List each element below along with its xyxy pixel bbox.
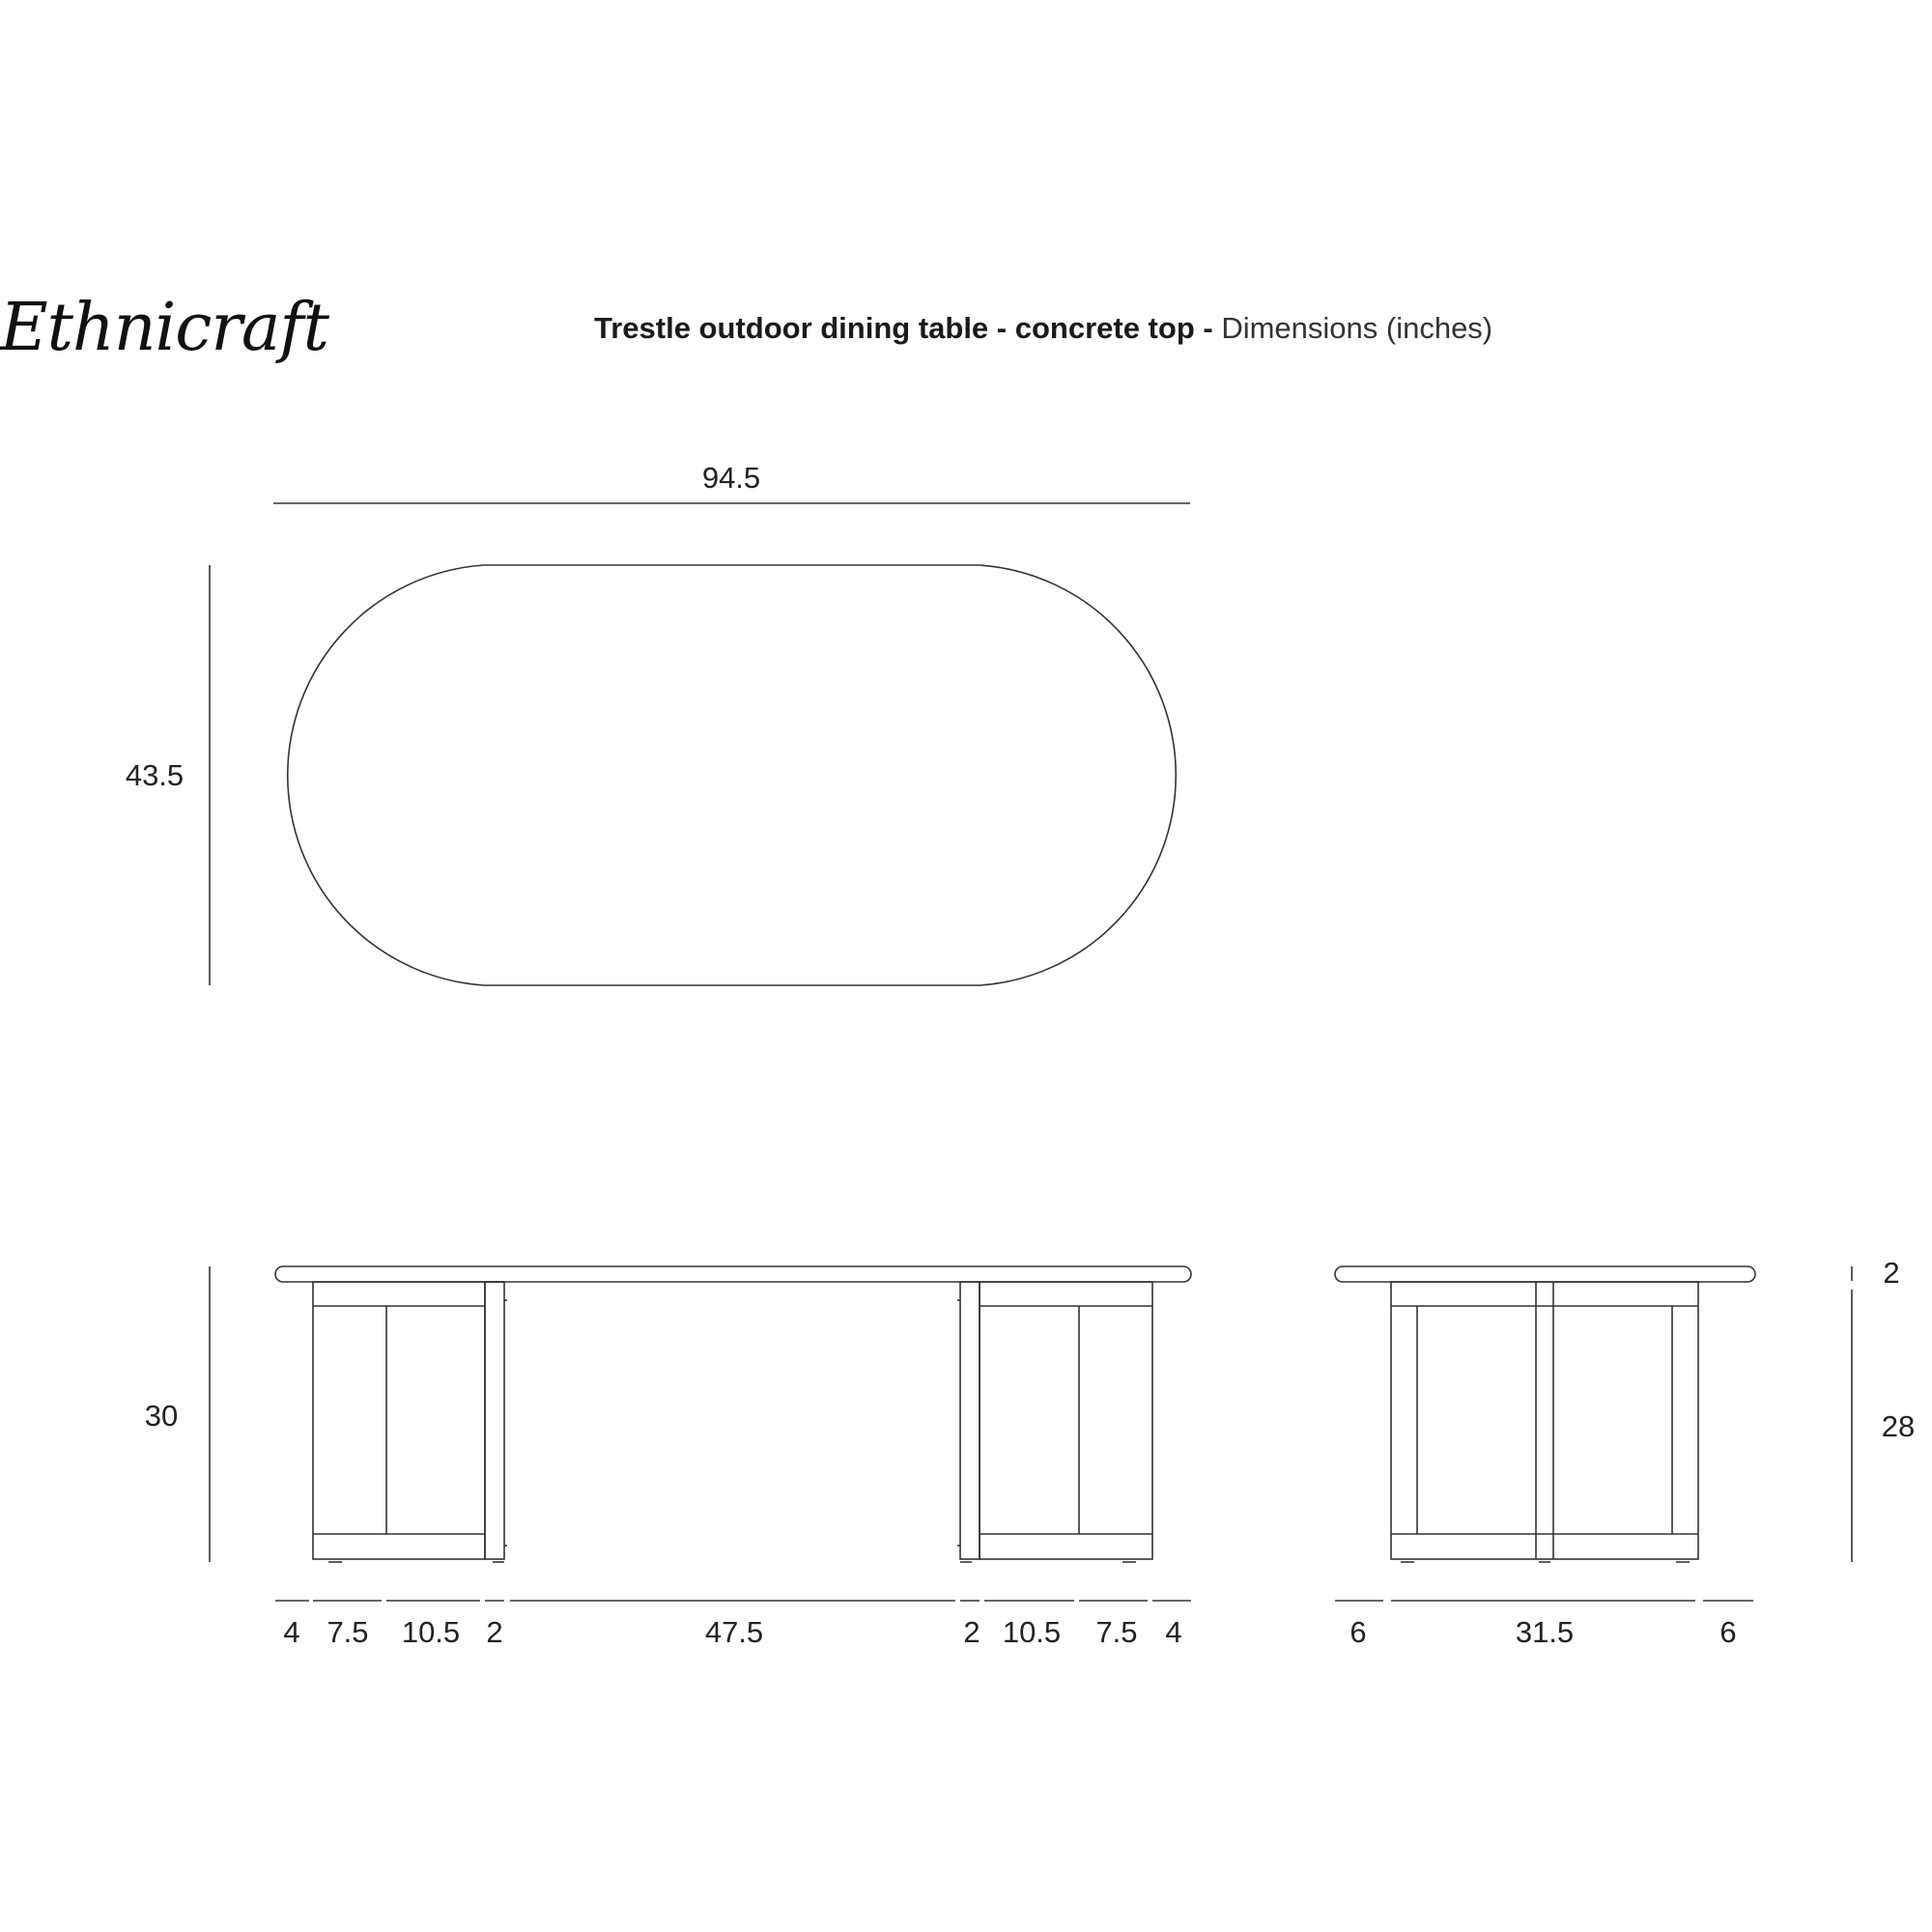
end-segment-label: 31.5: [1515, 1615, 1575, 1649]
title-suffix: Dimensions (inches): [1212, 311, 1493, 345]
segment-label: 2: [963, 1615, 980, 1649]
right-trestle: [957, 1282, 1152, 1562]
segment-label: 4: [283, 1615, 300, 1649]
segment-label: 7.5: [1095, 1615, 1138, 1649]
segment-label: 2: [486, 1615, 503, 1649]
segment-label: 4: [1165, 1615, 1182, 1649]
end-trestle: [1391, 1282, 1698, 1562]
end-segment-label: 6: [1719, 1615, 1737, 1649]
segment-label: 47.5: [704, 1615, 764, 1649]
left-trestle: [313, 1282, 507, 1562]
side-tabletop: [275, 1266, 1191, 1282]
top-thickness-label: 2: [1883, 1256, 1900, 1290]
height-label: 30: [144, 1399, 179, 1433]
end-tabletop: [1335, 1266, 1755, 1282]
segment-label: 10.5: [401, 1615, 461, 1649]
end-segment-label: 6: [1350, 1615, 1367, 1649]
segment-label: 10.5: [1002, 1615, 1062, 1649]
brand-logo: Ethnicraft: [0, 290, 328, 366]
length-label: 94.5: [701, 461, 761, 495]
product-name: Trestle outdoor dining table - concrete top -: [594, 311, 1213, 345]
tabletop-outline: [288, 565, 1176, 985]
segment-label: 7.5: [327, 1615, 369, 1649]
width-label: 43.5: [125, 758, 185, 792]
leg-height-label: 28: [1881, 1409, 1916, 1443]
